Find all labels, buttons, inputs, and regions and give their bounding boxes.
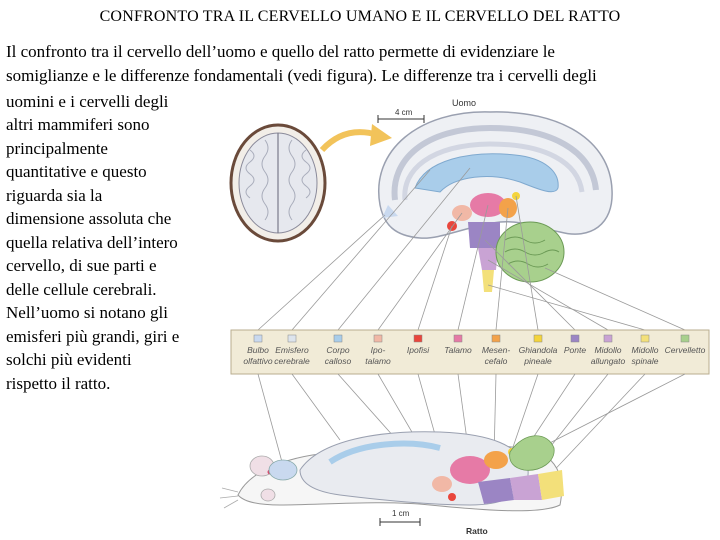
legend-swatch [254, 335, 262, 342]
side-line: quella relativa dell’intero [6, 232, 178, 252]
arrow-icon [322, 132, 378, 150]
legend-label: Talamo [444, 345, 472, 355]
legend-label: Midollo [594, 345, 622, 355]
legend-label: allungato [590, 356, 626, 366]
human-label: Uomo [452, 98, 477, 108]
legend-swatch [681, 335, 689, 342]
legend-swatch [492, 335, 500, 342]
legend-label: talamo [365, 356, 391, 366]
legend-swatch [534, 335, 542, 342]
legend-label: Cervelletto [664, 345, 706, 355]
page-title: CONFRONTO TRA IL CERVELLO UMANO E IL CERVELLO DEL RATTO [99, 8, 621, 25]
side-line: principalmente [6, 138, 108, 158]
rat-scale-label: 1 cm [392, 509, 410, 518]
legend-swatch [604, 335, 612, 342]
human-brain-sagittal [379, 112, 612, 292]
side-line: quantitative e questo [6, 162, 147, 181]
arrow-head-icon [370, 124, 392, 146]
side-line: dimensione assoluta che [6, 209, 172, 228]
human-scale-label: 4 cm [395, 108, 413, 117]
side-line: uomini e i cervelli degli [6, 91, 169, 111]
side-line: riguarda sia la [6, 185, 103, 205]
side-line: altri mammiferi sono [6, 115, 150, 134]
side-line: Nell’uomo si notano gli [6, 303, 168, 322]
legend-label: Corpo [326, 345, 350, 355]
side-line: rispetto il ratto. [6, 373, 111, 393]
legend-label: Ghiandola [518, 345, 558, 355]
legend-label: pineale [524, 356, 552, 366]
legend-label: olfattivo [243, 356, 273, 366]
legend-swatch [571, 335, 579, 342]
intro-line: Il confronto tra il cervello dell’uomo e quello del ratto permette di evidenziare le [6, 42, 555, 61]
legend-swatch [334, 335, 342, 342]
legend-swatch [374, 335, 382, 342]
rat-label: Ratto [466, 526, 488, 536]
side-line: emisferi più grandi, giri e [6, 326, 180, 346]
legend-label: Emisfero [275, 345, 309, 355]
legend-label: Ponte [563, 345, 587, 355]
side-line: delle cellule cerebrali. [6, 279, 157, 299]
legend-label: spinale [631, 356, 659, 366]
legend-label: Ipofisi [406, 345, 430, 355]
intro-line: somiglianze e le differenze fondamentali (vedi figura). Le differenze tra i cervelli degli [6, 65, 597, 85]
legend-swatch [641, 335, 649, 342]
legend-swatch [414, 335, 422, 342]
legend-label: Mesen- [481, 345, 511, 355]
side-line: cervello, di sue parti e [6, 256, 157, 275]
legend-label: Bulbo [247, 345, 269, 355]
legend-label: Ipo- [370, 345, 386, 355]
legend-label: calloso [324, 356, 352, 366]
legend-swatch [454, 335, 462, 342]
legend-swatch [288, 335, 296, 342]
legend-label: cerebrale [274, 356, 310, 366]
human-brain-top-view [231, 125, 325, 241]
legend-label: Midollo [631, 345, 659, 355]
side-line: solchi più evidenti [6, 350, 132, 369]
legend-label: cefalo [484, 356, 508, 366]
